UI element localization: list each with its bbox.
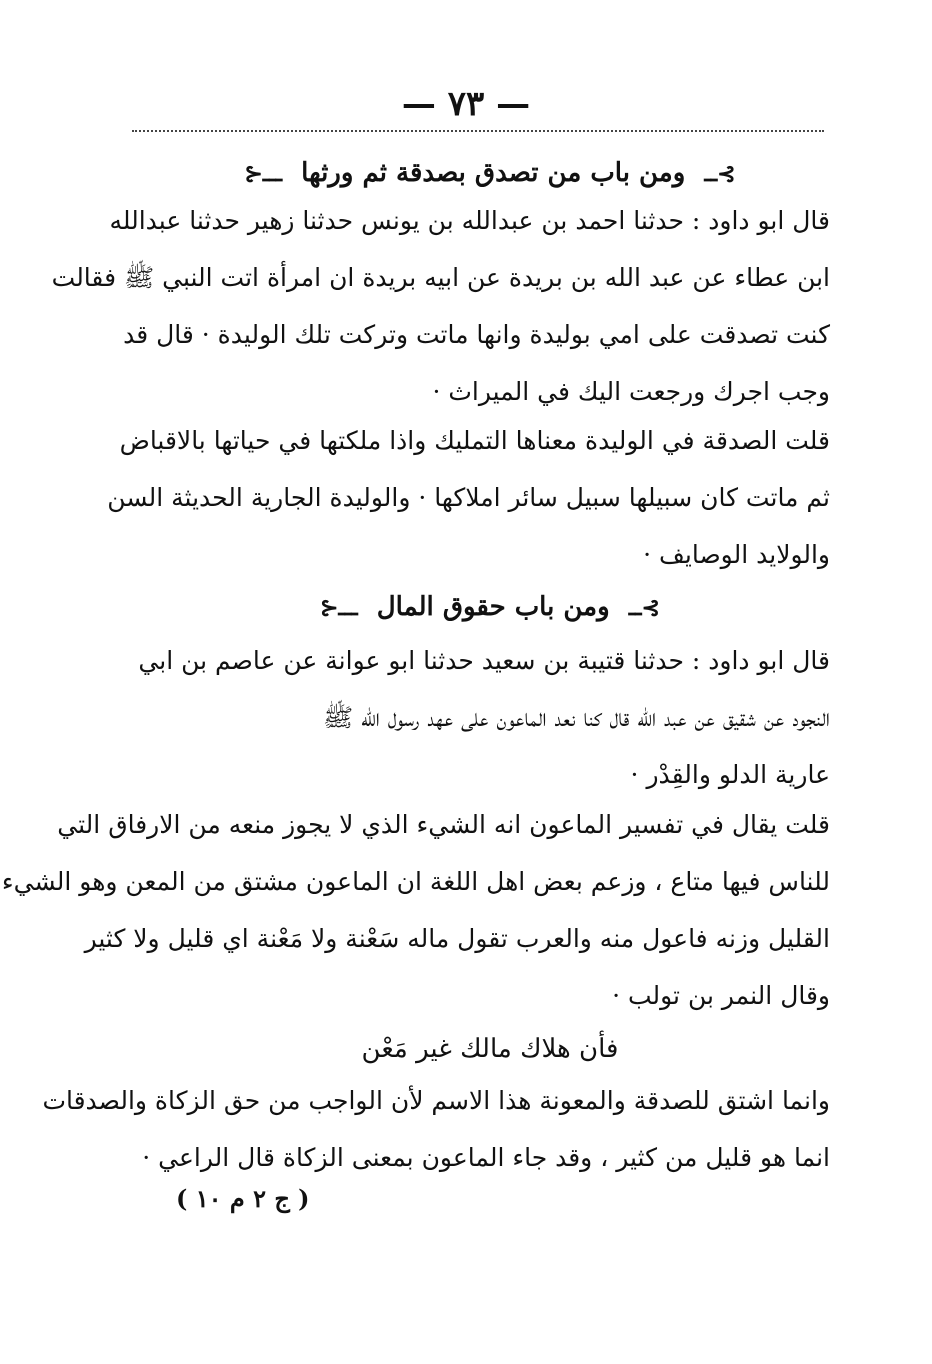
text-line: النجود عن شقيق عن عبد الله قال كنا نعد الماعون على عهد رسول الله ﷺ <box>322 703 830 732</box>
text-line: القليل وزنه فاعول منه والعرب تقول ماله سَعْنة ولا مَعْنة اي قليل ولا كثير <box>84 924 830 953</box>
ornament-right-icon: ⊱ــ <box>628 595 661 621</box>
text-line: قال ابو داود : حدثنا قتيبة بن سعيد حدثنا ابو عوانة عن عاصم بن ابي <box>138 646 830 675</box>
text-line: وقال النمر بن تولب · <box>612 981 830 1010</box>
section2-paragraph-1 <box>138 632 830 803</box>
section-heading-2 <box>150 582 830 632</box>
section-heading-2-text: ومن باب حقوق المال <box>376 592 610 622</box>
section1-paragraph-2 <box>107 412 830 583</box>
text-line: وانما اشتق للصدقة والمعونة هذا الاسم لأن الواجب من حق الزكاة والصدقات <box>42 1086 830 1115</box>
section2-paragraph-3 <box>42 1072 830 1186</box>
text-line: وجب اجرك ورجعت اليك في الميراث · <box>432 377 830 406</box>
section-heading-1 <box>150 148 830 198</box>
text-line: قال ابو داود : حدثنا احمد بن عبدالله بن يونس حدثنا زهير حدثنا عبدالله <box>109 206 830 235</box>
poetry-verse: فأن هلاك مالك غير مَعْن <box>361 1034 619 1064</box>
text-line: والولايد الوصايف · <box>643 540 830 569</box>
text-line: ثم ماتت كان سبيلها سبيل سائر املاكها · والوليدة الجارية الحديثة السن <box>107 483 830 512</box>
text-line: للناس فيها متاع ، وزعم بعض اهل اللغة ان الماعون مشتق من المعن وهو الشيء <box>1 867 830 896</box>
text-line: كنت تصدقت على امي بوليدة وانها ماتت وتركت تلك الوليدة · قال قد <box>123 320 830 349</box>
section2-paragraph-2 <box>1 796 830 1024</box>
section1-paragraph-1 <box>51 192 830 420</box>
text-line: قلت يقال في تفسير الماعون انه الشيء الذي لا يجوز منعه من الارفاق التي <box>57 810 830 839</box>
ornament-left-icon: ـــ⊰ <box>319 595 358 621</box>
text-line: عارية الدلو والقِدْر · <box>630 760 830 789</box>
page-number: — ٧٣ — <box>401 84 531 124</box>
text-line: قلت الصدقة في الوليدة معناها التمليك واذا ملكتها في حياتها بالاقباض <box>119 426 830 455</box>
section-heading-1-text: ومن باب من تصدق بصدقة ثم ورثها <box>301 158 686 188</box>
text-line: ابن عطاء عن عبد الله بن بريدة عن ابيه بريدة ان امرأة اتت النبي ﷺ فقالت <box>51 263 830 292</box>
header-rule <box>132 130 824 132</box>
text-line: انما هو قليل من كثير ، وقد جاء الماعون بمعنى الزكاة قال الراعي · <box>142 1143 830 1172</box>
signature-mark: ( ج ٢ م ١٠ ) <box>176 1184 310 1213</box>
ornament-right-icon: ⊱ــ <box>704 161 736 187</box>
ornament-left-icon: ـــ⊰ <box>244 161 283 187</box>
